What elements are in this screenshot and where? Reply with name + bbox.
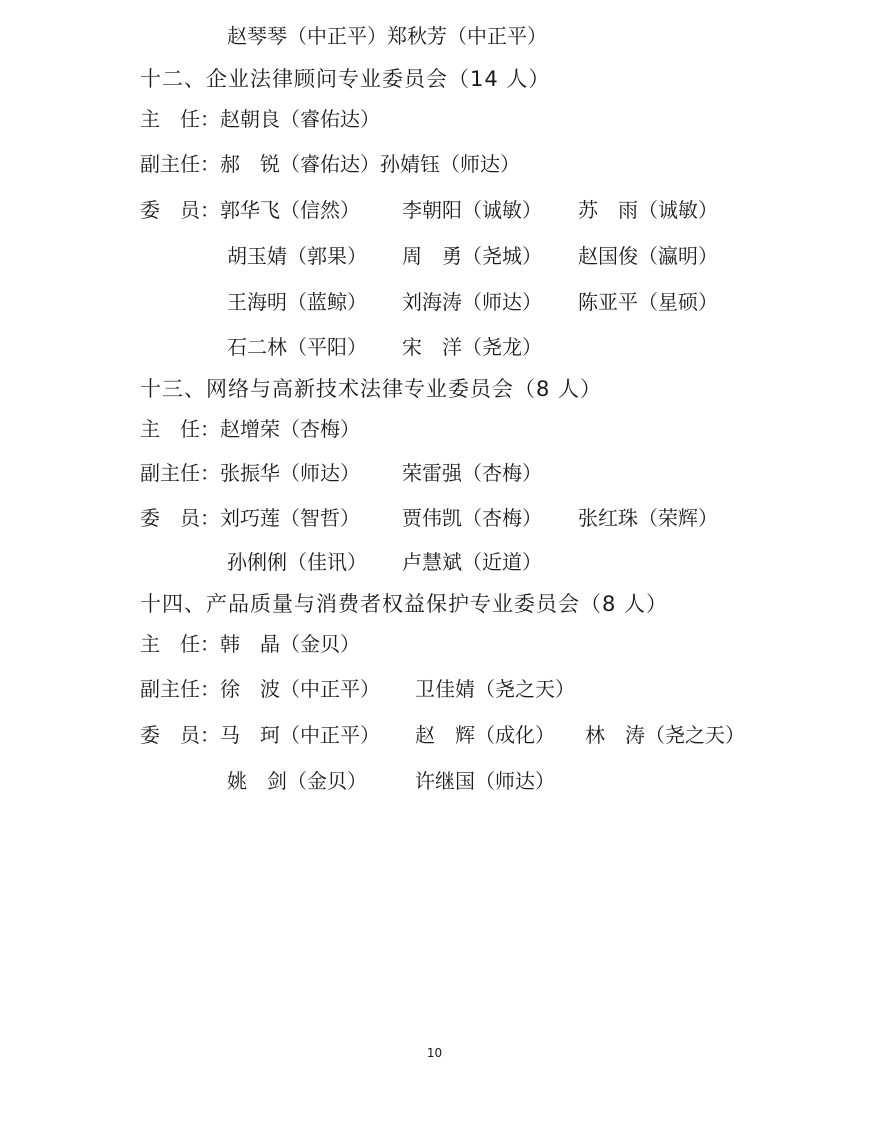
member-entry: 赵国俊（瀛明） (578, 244, 718, 268)
deputy-director-entry: 副主任：张振华（师达） (140, 461, 360, 485)
member-entry: 卢慧斌（近道） (402, 550, 542, 574)
member-entry: 贾伟凯（杏梅） (402, 506, 542, 530)
member-entry: 姚 剑（金贝） (227, 769, 367, 793)
member-entry: 林 涛（尧之天） (585, 723, 745, 747)
member-entry: 石二林（平阳） (227, 335, 367, 359)
deputy-director-entry: 荣雷强（杏梅） (402, 461, 542, 485)
director-entry: 主 任：韩 晶（金贝） (140, 632, 360, 656)
member-entry: 陈亚平（星硕） (578, 290, 718, 314)
member-entry: 李朝阳（诚敏） (402, 198, 542, 222)
section-heading-14: 十四、产品质量与消费者权益保护专业委员会（8 人） (140, 592, 669, 616)
director-entry: 主 任：赵朝良（睿佑达） (140, 107, 380, 131)
member-entry: 委 员：郭华飞（信然） (140, 198, 360, 222)
member-entry: 宋 洋（尧龙） (402, 335, 542, 359)
deputy-director-entry: 副主任：郝 锐（睿佑达）孙婧钰（师达） (140, 152, 520, 176)
member-entry: 张红珠（荣辉） (578, 506, 718, 530)
member-entry: 委 员：马 珂（中正平） (140, 723, 380, 747)
member-entry: 王海明（蓝鲸） (227, 290, 367, 314)
member-entry: 委 员：刘巧莲（智哲） (140, 506, 360, 530)
member-entry: 胡玉婧（郭果） (227, 244, 367, 268)
member-entry: 许继国（师达） (415, 769, 555, 793)
deputy-director-entry: 副主任：徐 波（中正平） (140, 677, 380, 701)
section-heading-12: 十二、企业法律顾问专业委员会（14 人） (140, 67, 551, 91)
member-entry: 赵 辉（成化） (415, 723, 555, 747)
page-number: 10 (426, 1046, 443, 1060)
deputy-director-entry: 卫佳婧（尧之天） (415, 677, 575, 701)
member-entry: 周 勇（尧城） (402, 244, 542, 268)
member-entry: 刘海涛（师达） (402, 290, 542, 314)
member-entry: 赵琴琴（中正平）郑秋芳（中正平） (227, 24, 547, 48)
director-entry: 主 任：赵增荣（杏梅） (140, 417, 360, 441)
member-entry: 苏 雨（诚敏） (578, 198, 718, 222)
section-heading-13: 十三、网络与高新技术法律专业委员会（8 人） (140, 377, 603, 401)
member-entry: 孙俐俐（佳讯） (227, 550, 367, 574)
